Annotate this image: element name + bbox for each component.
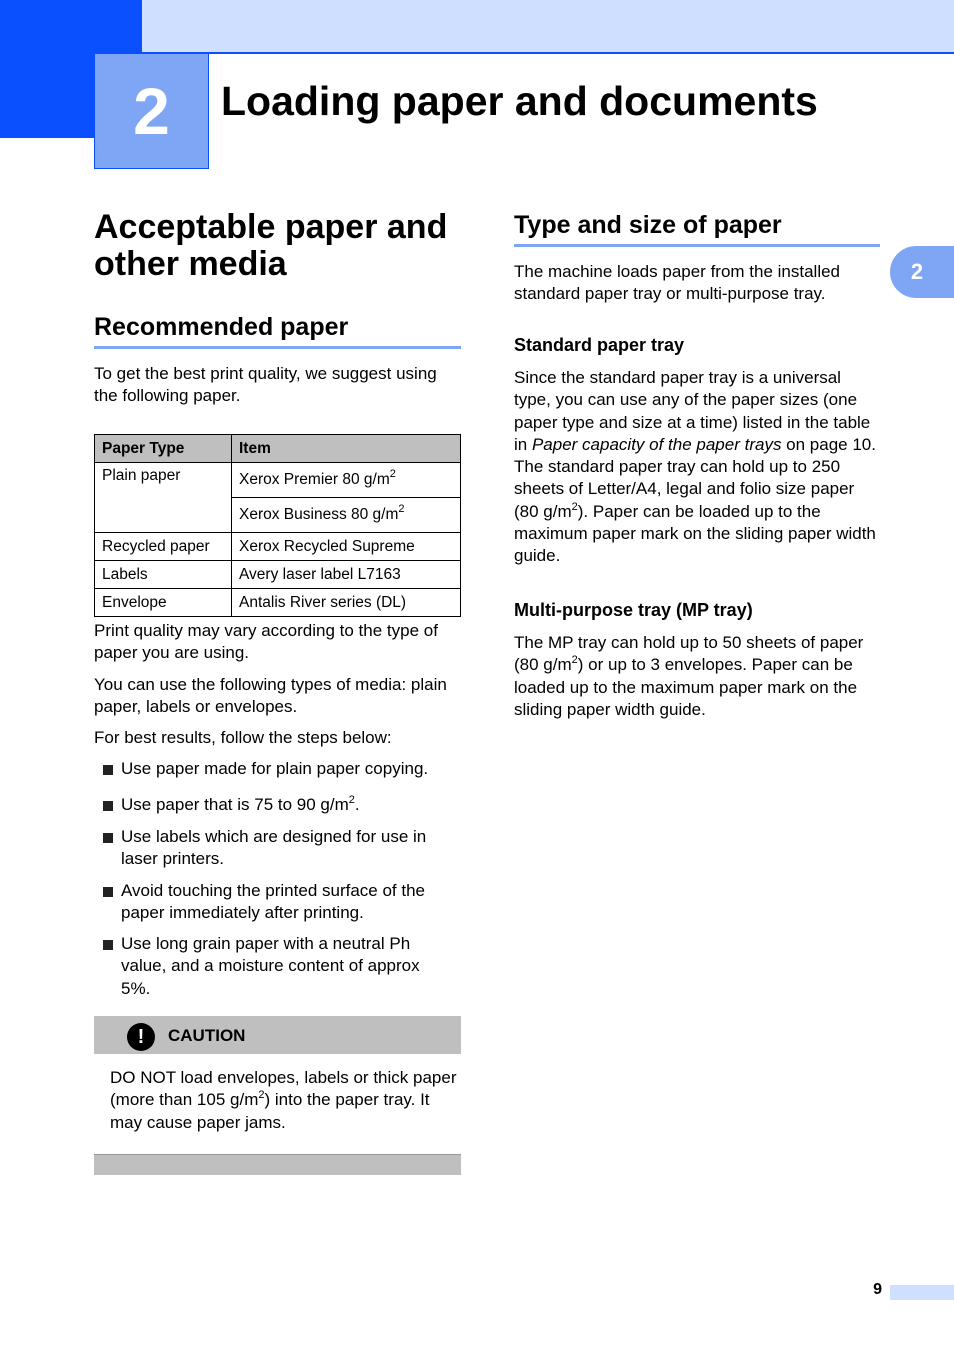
table-row: [95, 589, 461, 617]
table-cell-item: Xerox Premier 80 $g/m^2$: [232, 463, 461, 498]
steps-intro: For best results, follow the steps below:: [94, 728, 392, 747]
heading-rule: [514, 244, 880, 247]
caution-label: CAUTION: [168, 1026, 246, 1045]
bullet-square-icon: [103, 887, 113, 897]
chapter-title: Loading paper and documents: [221, 78, 818, 124]
mp-tray-text: The MP tray can hold up to 50 sheets of paper (80 $g/m^2$) or up to 3 envelopes. Paper can be loaded up to the maximum paper mark on the sliding paper width guide.: [514, 633, 864, 719]
media-types-note: You can use the following types of media: plain paper, labels or envelopes.: [94, 675, 447, 717]
table-cell-type: Envelope: [95, 589, 232, 617]
bullet-item: Use long grain paper with a neutral Ph value, and a moisture content of approx 5%.: [103, 933, 451, 1000]
standard-tray-heading: Standard paper tray: [514, 335, 685, 355]
table-cell-item: Xerox Recycled Supreme: [232, 533, 461, 561]
column-header-paper-type: Paper Type: [95, 435, 232, 463]
type-size-heading: Type and size of paper: [514, 211, 782, 239]
table-cell-item: Antalis River series (DL): [232, 589, 461, 617]
recommended-paper-heading: Recommended paper: [94, 313, 349, 341]
bullet-item: Use paper that is 75 to 90 $g/m^2$.: [103, 794, 461, 816]
recommended-intro: To get the best print quality, we suggest using the following paper.: [94, 364, 437, 406]
warning-icon: !: [127, 1023, 155, 1051]
section-title: [94, 209, 447, 283]
footer-band: [890, 1285, 954, 1300]
type-size-intro: The machine loads paper from the installed standard paper tray or multi-purpose tray.: [514, 262, 841, 304]
table-cell-type: Plain paper: [95, 463, 232, 533]
table-cell-type: Labels: [95, 561, 232, 589]
bullet-item: Use paper made for plain paper copying.: [103, 758, 461, 780]
paper-table: [94, 434, 461, 617]
standard-tray-text: Since the standard paper tray is a universal type, you can use any of the paper sizes (one paper type and size at a time) listed in the table in Paper capacity of the paper trays on page 10. The standard paper tray can hold up to 250 sheets of Letter/A4, legal and folio size paper (80 $g/m^2$). Paper can be loaded up to the maximum paper mark on the sliding paper width guide.: [514, 368, 876, 566]
table-cell-item: Xerox Business 80 $g/m^2$: [232, 498, 461, 533]
bullet-square-icon: [103, 765, 113, 775]
table-header-row: [95, 435, 461, 463]
bullet-square-icon: [103, 940, 113, 950]
bullet-square-icon: [103, 801, 113, 811]
section-title-line1: Acceptable paper and: [94, 208, 448, 246]
side-chapter-tab-number: 2: [910, 259, 924, 284]
bullet-item: Avoid touching the printed surface of the paper immediately after printing.: [103, 880, 461, 925]
print-quality-note: Print quality may vary according to the type of paper you are using.: [94, 621, 438, 663]
section-title-line2: other media: [94, 245, 287, 283]
header-band: [142, 0, 954, 54]
bullet-item: Use labels which are designed for use in laser printers.: [103, 826, 461, 871]
table-row: [95, 533, 461, 561]
heading-rule: [94, 346, 461, 349]
cross-reference-link: Paper capacity of the paper trays: [531, 434, 782, 454]
table-row: [95, 463, 461, 498]
table-row: [95, 561, 461, 589]
table-cell-type: Recycled paper: [95, 533, 232, 561]
caution-footer: [94, 1154, 461, 1175]
column-header-item: Item: [232, 435, 461, 463]
table-cell-item: Avery laser label L7163: [232, 561, 461, 589]
mp-tray-heading: Multi-purpose tray (MP tray): [514, 600, 753, 620]
caution-text: DO NOT load envelopes, labels or thick paper (more than 105 $g/m^2$) into the paper tray. It may cause paper jams.: [110, 1068, 457, 1132]
page-number: 9: [873, 1281, 882, 1298]
bullet-square-icon: [103, 833, 113, 843]
chapter-number: 2: [133, 74, 170, 148]
